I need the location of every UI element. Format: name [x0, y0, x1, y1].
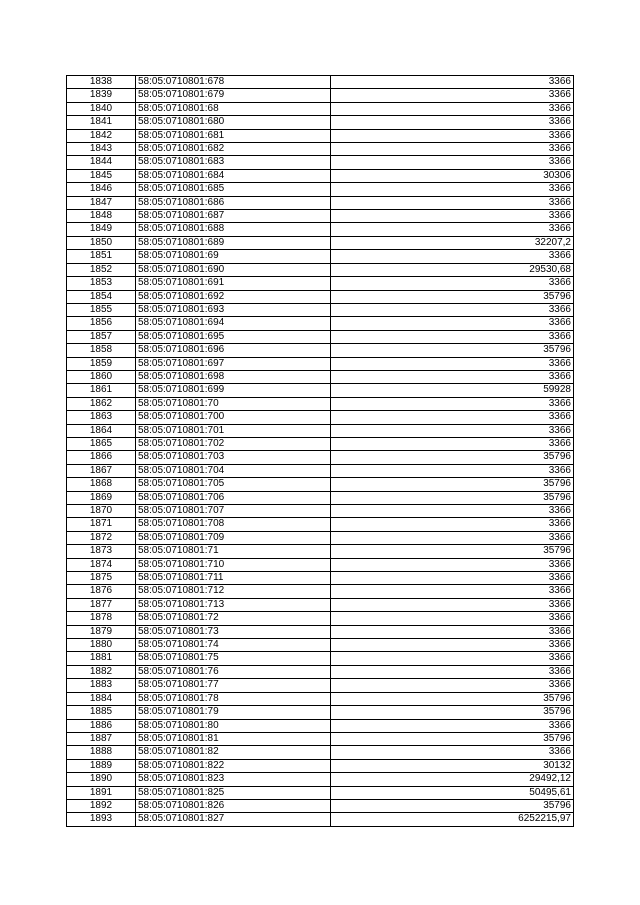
cadastral-number-cell: 58:05:0710801:711 — [136, 572, 331, 585]
cadastral-number-cell: 58:05:0710801:712 — [136, 585, 331, 598]
cadastral-number-cell: 58:05:0710801:690 — [136, 263, 331, 276]
row-number-cell: 1888 — [67, 746, 136, 759]
cadastral-number-cell: 58:05:0710801:698 — [136, 370, 331, 383]
row-number-cell: 1892 — [67, 799, 136, 812]
table-row — [67, 786, 574, 799]
value-cell: 29492,12 — [331, 773, 574, 786]
value-cell: 3366 — [331, 370, 574, 383]
table-row — [67, 518, 574, 531]
table-row — [67, 598, 574, 611]
value-cell: 3366 — [331, 143, 574, 156]
row-number-cell: 1872 — [67, 531, 136, 544]
table-row — [67, 451, 574, 464]
cadastral-number-cell: 58:05:0710801:77 — [136, 679, 331, 692]
row-number-cell: 1847 — [67, 196, 136, 209]
value-cell: 3366 — [331, 719, 574, 732]
row-number-cell: 1850 — [67, 236, 136, 249]
value-cell: 3366 — [331, 156, 574, 169]
table-row — [67, 505, 574, 518]
table-row — [67, 143, 574, 156]
cadastral-number-cell: 58:05:0710801:678 — [136, 76, 331, 89]
table-row — [67, 384, 574, 397]
value-cell: 3366 — [331, 572, 574, 585]
row-number-cell: 1882 — [67, 665, 136, 678]
value-cell: 3366 — [331, 639, 574, 652]
row-number-cell: 1853 — [67, 277, 136, 290]
table-row — [67, 585, 574, 598]
row-number-cell: 1875 — [67, 572, 136, 585]
value-cell: 3366 — [331, 665, 574, 678]
cadastral-number-cell: 58:05:0710801:703 — [136, 451, 331, 464]
cadastral-number-cell: 58:05:0710801:74 — [136, 639, 331, 652]
cadastral-number-cell: 58:05:0710801:76 — [136, 665, 331, 678]
value-cell: 35796 — [331, 692, 574, 705]
row-number-cell: 1851 — [67, 250, 136, 263]
value-cell: 3366 — [331, 585, 574, 598]
row-number-cell: 1862 — [67, 397, 136, 410]
row-number-cell: 1855 — [67, 303, 136, 316]
cadastral-number-cell: 58:05:0710801:687 — [136, 210, 331, 223]
table-row — [67, 732, 574, 745]
value-cell: 3366 — [331, 679, 574, 692]
value-cell: 3366 — [331, 129, 574, 142]
table-row — [67, 89, 574, 102]
table-row — [67, 679, 574, 692]
row-number-cell: 1839 — [67, 89, 136, 102]
value-cell: 3366 — [331, 746, 574, 759]
value-cell: 3366 — [331, 183, 574, 196]
row-number-cell: 1881 — [67, 652, 136, 665]
row-number-cell: 1860 — [67, 370, 136, 383]
row-number-cell: 1856 — [67, 317, 136, 330]
cadastral-number-cell: 58:05:0710801:826 — [136, 799, 331, 812]
value-cell: 3366 — [331, 652, 574, 665]
cadastral-number-cell: 58:05:0710801:73 — [136, 625, 331, 638]
row-number-cell: 1871 — [67, 518, 136, 531]
cadastral-number-cell: 58:05:0710801:827 — [136, 813, 331, 826]
value-cell: 3366 — [331, 223, 574, 236]
value-cell: 35796 — [331, 344, 574, 357]
table-row — [67, 478, 574, 491]
row-number-cell: 1863 — [67, 411, 136, 424]
row-number-cell: 1858 — [67, 344, 136, 357]
value-cell: 3366 — [331, 116, 574, 129]
value-cell: 3366 — [331, 277, 574, 290]
table-row — [67, 156, 574, 169]
table-row — [67, 411, 574, 424]
cadastral-number-cell: 58:05:0710801:683 — [136, 156, 331, 169]
value-cell: 30306 — [331, 169, 574, 182]
cadastral-number-cell: 58:05:0710801:702 — [136, 437, 331, 450]
value-cell: 3366 — [331, 518, 574, 531]
cadastral-number-cell: 58:05:0710801:679 — [136, 89, 331, 102]
value-cell: 3366 — [331, 303, 574, 316]
row-number-cell: 1874 — [67, 558, 136, 571]
row-number-cell: 1841 — [67, 116, 136, 129]
table-row — [67, 639, 574, 652]
cadastral-number-cell: 58:05:0710801:691 — [136, 277, 331, 290]
cadastral-number-cell: 58:05:0710801:696 — [136, 344, 331, 357]
value-cell: 32207,2 — [331, 236, 574, 249]
table-row — [67, 250, 574, 263]
cadastral-number-cell: 58:05:0710801:688 — [136, 223, 331, 236]
table-body — [67, 76, 574, 827]
value-cell: 3366 — [331, 317, 574, 330]
cadastral-number-cell: 58:05:0710801:68 — [136, 102, 331, 115]
cadastral-number-cell: 58:05:0710801:80 — [136, 719, 331, 732]
cadastral-number-cell: 58:05:0710801:684 — [136, 169, 331, 182]
table-row — [67, 437, 574, 450]
table-row — [67, 692, 574, 705]
cadastral-number-cell: 58:05:0710801:686 — [136, 196, 331, 209]
row-number-cell: 1867 — [67, 464, 136, 477]
row-number-cell: 1890 — [67, 773, 136, 786]
table-row — [67, 317, 574, 330]
table-row — [67, 773, 574, 786]
row-number-cell: 1878 — [67, 612, 136, 625]
table-row — [67, 706, 574, 719]
value-cell: 3366 — [331, 558, 574, 571]
row-number-cell: 1844 — [67, 156, 136, 169]
value-cell: 3366 — [331, 250, 574, 263]
cadastral-number-cell: 58:05:0710801:79 — [136, 706, 331, 719]
value-cell: 35796 — [331, 545, 574, 558]
table-row — [67, 746, 574, 759]
row-number-cell: 1879 — [67, 625, 136, 638]
cadastral-number-cell: 58:05:0710801:689 — [136, 236, 331, 249]
cadastral-number-cell: 58:05:0710801:697 — [136, 357, 331, 370]
value-cell: 59928 — [331, 384, 574, 397]
table-row — [67, 612, 574, 625]
value-cell: 3366 — [331, 411, 574, 424]
cadastral-number-cell: 58:05:0710801:707 — [136, 505, 331, 518]
table-row — [67, 357, 574, 370]
value-cell: 6252215,97 — [331, 813, 574, 826]
cadastral-number-cell: 58:05:0710801:693 — [136, 303, 331, 316]
table-row — [67, 545, 574, 558]
value-cell: 35796 — [331, 451, 574, 464]
table-row — [67, 263, 574, 276]
row-number-cell: 1838 — [67, 76, 136, 89]
value-cell: 3366 — [331, 531, 574, 544]
table-row — [67, 277, 574, 290]
cadastral-number-cell: 58:05:0710801:82 — [136, 746, 331, 759]
cadastral-number-cell: 58:05:0710801:70 — [136, 397, 331, 410]
row-number-cell: 1842 — [67, 129, 136, 142]
cadastral-number-cell: 58:05:0710801:822 — [136, 759, 331, 772]
row-number-cell: 1848 — [67, 210, 136, 223]
row-number-cell: 1889 — [67, 759, 136, 772]
value-cell: 35796 — [331, 799, 574, 812]
cadastral-number-cell: 58:05:0710801:78 — [136, 692, 331, 705]
row-number-cell: 1857 — [67, 330, 136, 343]
value-cell: 35796 — [331, 706, 574, 719]
cadastral-number-cell: 58:05:0710801:72 — [136, 612, 331, 625]
row-number-cell: 1864 — [67, 424, 136, 437]
table-row — [67, 290, 574, 303]
table-row — [67, 102, 574, 115]
row-number-cell: 1884 — [67, 692, 136, 705]
table-row — [67, 625, 574, 638]
cadastral-number-cell: 58:05:0710801:701 — [136, 424, 331, 437]
value-cell: 35796 — [331, 478, 574, 491]
value-cell: 50495,61 — [331, 786, 574, 799]
table-row — [67, 223, 574, 236]
row-number-cell: 1859 — [67, 357, 136, 370]
table-row — [67, 183, 574, 196]
cadastral-number-cell: 58:05:0710801:694 — [136, 317, 331, 330]
row-number-cell: 1845 — [67, 169, 136, 182]
row-number-cell: 1869 — [67, 491, 136, 504]
row-number-cell: 1891 — [67, 786, 136, 799]
cadastral-number-cell: 58:05:0710801:692 — [136, 290, 331, 303]
value-cell: 3366 — [331, 397, 574, 410]
cadastral-number-cell: 58:05:0710801:699 — [136, 384, 331, 397]
table-row — [67, 370, 574, 383]
row-number-cell: 1865 — [67, 437, 136, 450]
table-row — [67, 558, 574, 571]
table-row — [67, 572, 574, 585]
table-row — [67, 196, 574, 209]
table-row — [67, 344, 574, 357]
cadastral-number-cell: 58:05:0710801:695 — [136, 330, 331, 343]
cadastral-number-cell: 58:05:0710801:709 — [136, 531, 331, 544]
row-number-cell: 1846 — [67, 183, 136, 196]
table-row — [67, 531, 574, 544]
value-cell: 35796 — [331, 491, 574, 504]
table-row — [67, 464, 574, 477]
table-row — [67, 129, 574, 142]
value-cell: 30132 — [331, 759, 574, 772]
cadastral-number-cell: 58:05:0710801:682 — [136, 143, 331, 156]
table-row — [67, 236, 574, 249]
value-cell: 3366 — [331, 505, 574, 518]
cadastral-number-cell: 58:05:0710801:681 — [136, 129, 331, 142]
table-row — [67, 491, 574, 504]
value-cell: 3366 — [331, 76, 574, 89]
value-cell: 35796 — [331, 290, 574, 303]
cadastral-number-cell: 58:05:0710801:705 — [136, 478, 331, 491]
value-cell: 3366 — [331, 612, 574, 625]
table-row — [67, 330, 574, 343]
cadastral-number-cell: 58:05:0710801:704 — [136, 464, 331, 477]
cadastral-value-table — [66, 75, 574, 827]
row-number-cell: 1852 — [67, 263, 136, 276]
row-number-cell: 1880 — [67, 639, 136, 652]
row-number-cell: 1861 — [67, 384, 136, 397]
row-number-cell: 1876 — [67, 585, 136, 598]
cadastral-number-cell: 58:05:0710801:710 — [136, 558, 331, 571]
value-cell: 3366 — [331, 424, 574, 437]
table-row — [67, 397, 574, 410]
row-number-cell: 1885 — [67, 706, 136, 719]
value-cell: 3366 — [331, 330, 574, 343]
table-row — [67, 799, 574, 812]
value-cell: 3366 — [331, 196, 574, 209]
value-cell: 29530,68 — [331, 263, 574, 276]
row-number-cell: 1840 — [67, 102, 136, 115]
table-row — [67, 813, 574, 826]
row-number-cell: 1893 — [67, 813, 136, 826]
row-number-cell: 1870 — [67, 505, 136, 518]
row-number-cell: 1868 — [67, 478, 136, 491]
table-row — [67, 665, 574, 678]
table-row — [67, 169, 574, 182]
cadastral-number-cell: 58:05:0710801:71 — [136, 545, 331, 558]
row-number-cell: 1843 — [67, 143, 136, 156]
cadastral-number-cell: 58:05:0710801:69 — [136, 250, 331, 263]
row-number-cell: 1854 — [67, 290, 136, 303]
row-number-cell: 1886 — [67, 719, 136, 732]
value-cell: 35796 — [331, 732, 574, 745]
table-row — [67, 303, 574, 316]
table-row — [67, 210, 574, 223]
cadastral-number-cell: 58:05:0710801:700 — [136, 411, 331, 424]
row-number-cell: 1849 — [67, 223, 136, 236]
value-cell: 3366 — [331, 625, 574, 638]
cadastral-number-cell: 58:05:0710801:75 — [136, 652, 331, 665]
row-number-cell: 1883 — [67, 679, 136, 692]
cadastral-number-cell: 58:05:0710801:706 — [136, 491, 331, 504]
table-row — [67, 116, 574, 129]
row-number-cell: 1873 — [67, 545, 136, 558]
value-cell: 3366 — [331, 89, 574, 102]
table-row — [67, 76, 574, 89]
value-cell: 3366 — [331, 437, 574, 450]
row-number-cell: 1887 — [67, 732, 136, 745]
table-row — [67, 424, 574, 437]
row-number-cell: 1866 — [67, 451, 136, 464]
value-cell: 3366 — [331, 598, 574, 611]
table-row — [67, 759, 574, 772]
cadastral-number-cell: 58:05:0710801:680 — [136, 116, 331, 129]
row-number-cell: 1877 — [67, 598, 136, 611]
value-cell: 3366 — [331, 102, 574, 115]
value-cell: 3366 — [331, 464, 574, 477]
value-cell: 3366 — [331, 357, 574, 370]
cadastral-number-cell: 58:05:0710801:825 — [136, 786, 331, 799]
value-cell: 3366 — [331, 210, 574, 223]
cadastral-number-cell: 58:05:0710801:81 — [136, 732, 331, 745]
cadastral-number-cell: 58:05:0710801:708 — [136, 518, 331, 531]
cadastral-number-cell: 58:05:0710801:713 — [136, 598, 331, 611]
table-row — [67, 652, 574, 665]
cadastral-number-cell: 58:05:0710801:685 — [136, 183, 331, 196]
cadastral-number-cell: 58:05:0710801:823 — [136, 773, 331, 786]
table-row — [67, 719, 574, 732]
